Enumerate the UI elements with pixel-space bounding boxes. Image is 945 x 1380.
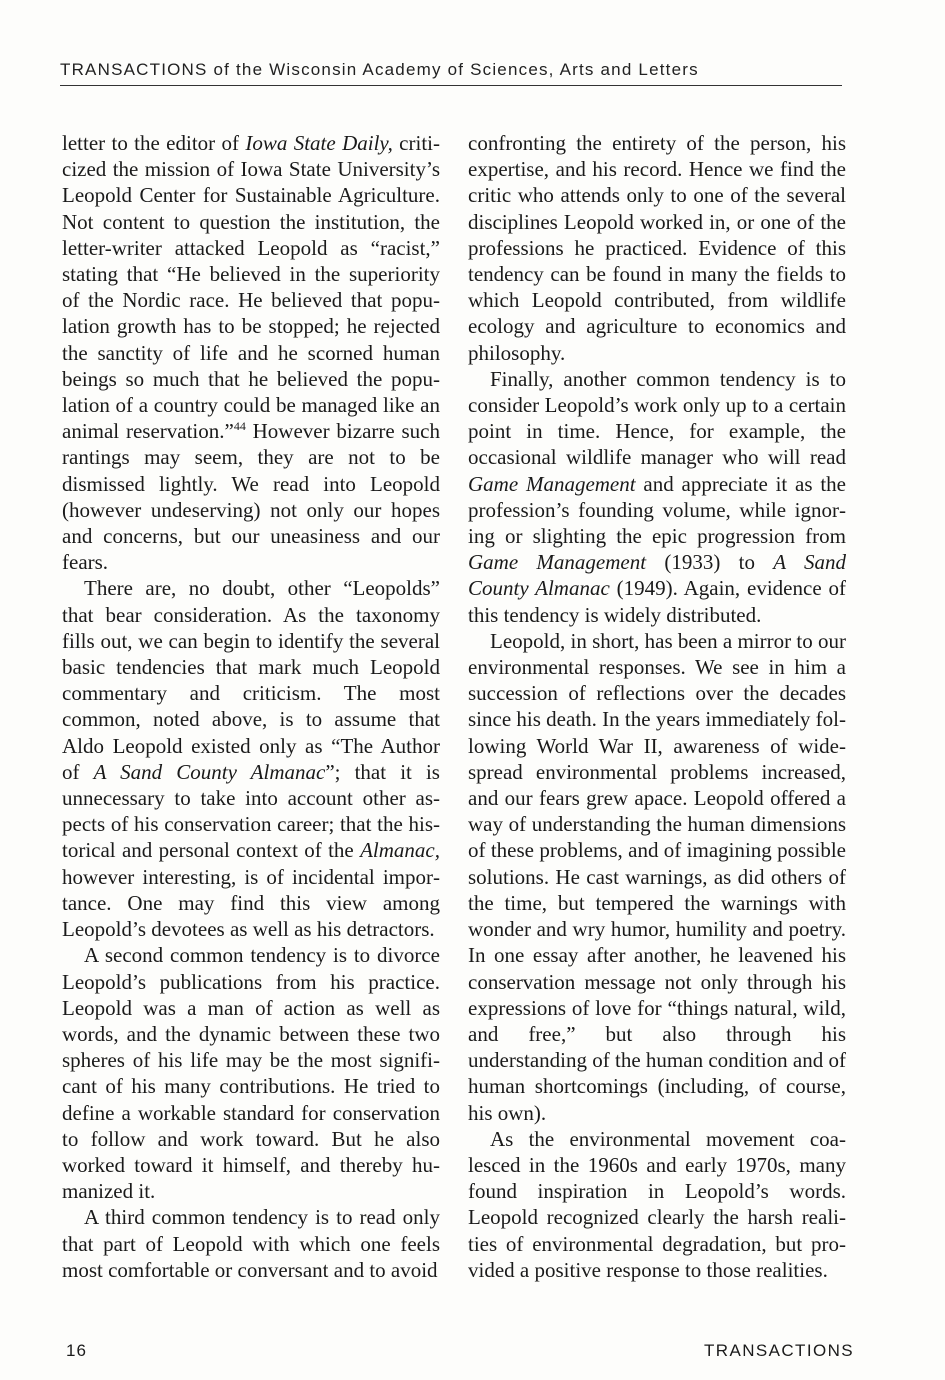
text-run: letter to the editor of [62,131,246,155]
paragraph [62,130,440,575]
text-run: There are, no doubt, other “Leopolds” that bear consideration. As the taxonomy fills out, we can begin to identify the several basic tendencies that mark much Leopold commentary and criticism. The most common, noted above, is to assume that Aldo Leopold existed only as “The Author of [62,576,440,784]
paragraph [62,575,440,942]
italic-title: Game Management [468,471,636,496]
italic-title: A Sand County Almanac [468,550,846,601]
italic-title: Almanac, [360,838,440,863]
italic-title: Iowa State Daily, [245,131,393,155]
italic-title: A Sand County Almanac [93,759,326,784]
text-run: Finally, another common tendency is to consider Leopold’s work only up to a certain point in time. Hence, for example, the occasional wildlife manager who will read [468,366,846,470]
paragraph [468,366,846,628]
running-header: TRANSACTIONS of the Wisconsin Academy of Sciences, Arts and Letters [60,60,842,86]
text-run: However bizarre such rantings may seem, they are not to be dismissed lightly. We read into Leopold (however undeserving) not only our hopes and concerns, but our uneasiness and our fears. [62,419,440,575]
text-run: and appreciate it as the profession’s founding volume, while ignoring or slighting the epic progression from [468,471,846,549]
paragraph: As the environmental movement coalesced in the 1960s and early 1970s, many found inspiration in Leopold’s words. Leopold recognized clearly the harsh realities of environmental degradation, but provided a positive response to those realities. [468,1126,846,1282]
paragraph: A third common tendency is to read only that part of Leopold with which one feels most comfortable or conversant and to avoid [62,1205,440,1282]
text-run: (1933) to [646,550,774,575]
paragraph: Leopold, in short, has been a mirror to our environmental responses. We see in him a succession of reflections over the decades since his death. In the years immediately following World War II, awareness of widespread environmental problems increased, and our fears grew apace. Leopold offered a way of understanding the human dimensions of these problems, and of imagining possible solutions. He cast warnings, as did others of the time, but tempered the warnings with wonder and wry humor, humility and poetry. In one essay after another, he leavened his conservation message not only through his expressions of love for “things natural, wild, and free,” but also through his understanding of the human condition and of human shortcomings (including, of course, his own). [468,628,846,1125]
right-column [468,130,846,1283]
paragraph: A second common tendency is to divorce Leopold’s publications from his practice. Leopold was a man of action as well as words, and the dynamic between these two spheres of his life may be the most significant of his many contributions. He tried to define a workable standard for conservation to follow and work toward. But he also worked toward it himself, and thereby humanized it. [62,943,440,1204]
footer-journal-title: TRANSACTIONS [704,1341,854,1360]
italic-title: Game Management [468,550,647,575]
text-run: (1949). Again, evidence of this tendency is widely distributed. [468,576,846,627]
page-number: 16 [66,1341,87,1360]
left-column [62,130,440,1283]
text-run: ”; that it is unnecessary to take into account other aspects of his conservation career; that the historical and personal context of the [62,759,440,863]
footnote-marker: 44 [233,419,246,434]
text-run: criticized the mission of Iowa State University’s Leopold Center for Sustainable Agriculture. Not content to question the institution, the letter-writer attacked Leopold as “racist,” stating that “He believed in the superiority of the Nordic race. He believed that population growth has to be stopped; he rejected the sanctity of life and he scorned human beings so much that he believed the population of a country could be managed like an animal reservation.” [62,131,440,444]
text-run: however interesting, is of incidental importance. One may find this view among Leopold’s devotees as well as his detractors. [62,864,440,942]
paragraph: confronting the entirety of the person, his expertise, and his record. Hence we find the critic who attends only to one of the several disciplines Leopold worked in, or one of the professions he practiced. Evidence of this tendency can be found in many the fields to which Leopold contributed, from wildlife ecology and agriculture to economics and philosophy. [468,131,846,365]
